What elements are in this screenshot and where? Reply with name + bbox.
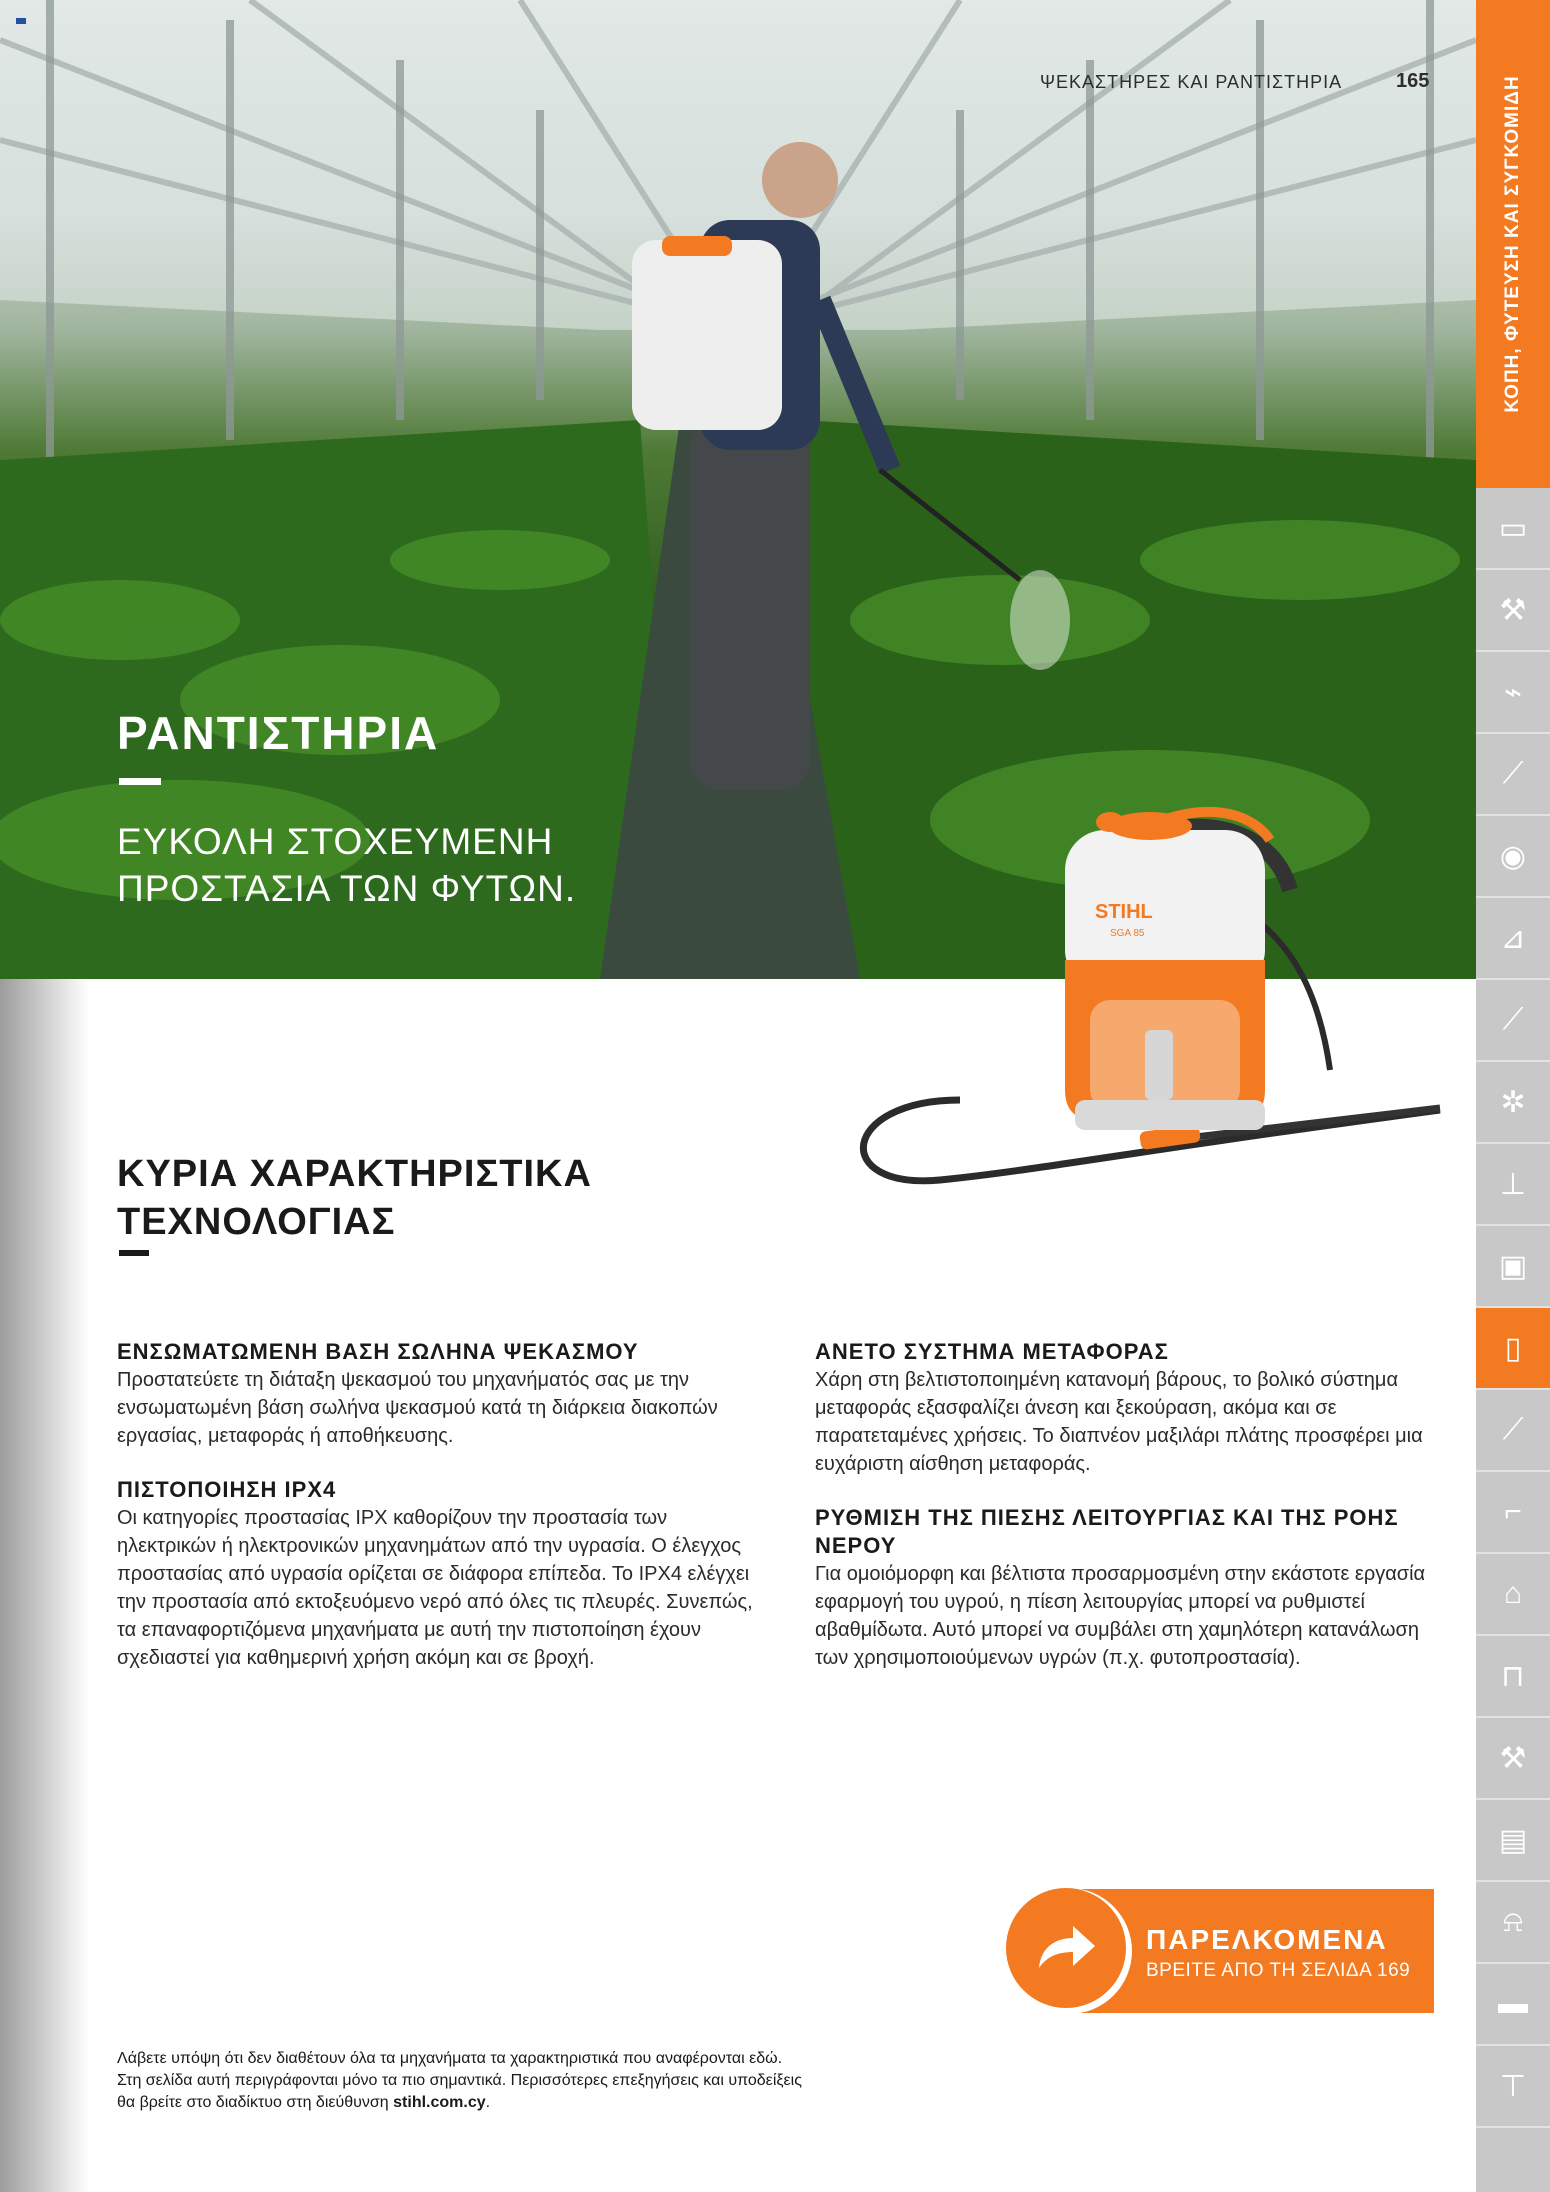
sidebar-tab[interactable] <box>1476 1718 1550 1800</box>
cta-subtitle[interactable]: ΒΡΕΙΤΕ ΑΠΟ ΤΗ ΣΕΛΙΔΑ 169 <box>1146 1960 1411 1981</box>
sidebar-tab[interactable] <box>1476 1800 1550 1882</box>
sprayer-icon: ▯ <box>1504 1331 1522 1365</box>
feature-text: Για ομοιόμορφη και βέλτιστα προσαρμοσμένη στην εκάστοτε εργασία εφαρμογή του υγρού, η πίεση λειτουργίας μπορεί να ρυθμιστεί αβαθμίδωτα. Αυτό μπορεί να συμβάλει στη χαμηλότερη κατανάλωση των χρησιμοποιούμενων υγρών (π.χ. φυτοπροστασία). <box>815 1563 1426 1669</box>
features-title-line2: ΤΕΧΝΟΛΟΓΙΑΣ <box>117 1201 396 1243</box>
hedge-trimmer-icon: ⌁ <box>1503 675 1523 709</box>
sidebar-tab[interactable] <box>1476 1062 1550 1144</box>
feature-heading: ΕΝΣΩΜΑΤΩΜΕΝΗ ΒΑΣΗ ΣΩΛΗΝΑ ΨΕΚΑΣΜΟΥ <box>117 1339 639 1364</box>
sidebar-tab[interactable] <box>1476 1964 1550 2046</box>
sidebar-tab[interactable] <box>1476 1636 1550 1718</box>
hero-title: ΡΑΝΤΙΣΤΗΡΙΑ <box>117 707 440 759</box>
footnote-line1: Λάβετε υπόψη ότι δεν διαθέτουν όλα τα μηχανήματα τα χαρακτηριστικά που αναφέρονται εδώ. <box>117 2050 783 2067</box>
footnote-line3-prefix: θα βρείτε στο διαδίκτυο στη διεύθυνση <box>117 2094 394 2111</box>
product-brand-label: STIHL <box>1095 901 1153 923</box>
page-gutter-shadow <box>0 979 90 2192</box>
category-tabs <box>1476 488 1550 2128</box>
spray-bottle-icon: ⍾ <box>1503 1905 1523 1938</box>
language-flag-icon <box>16 18 26 24</box>
product-model-label: SGA 85 <box>1110 928 1145 939</box>
footnote-line3-suffix: . <box>485 2094 491 2111</box>
category-header <box>1476 0 1550 488</box>
sidebar-tab[interactable] <box>1476 2046 1550 2128</box>
features-title <box>117 1150 592 1246</box>
features-title-line1: ΚΥΡΙΑ ΧΑΡΑΚΤΗΡΙΣΤΙΚΑ <box>117 1153 592 1195</box>
storage-box-icon: ▤ <box>1498 1823 1528 1857</box>
feature-block <box>815 1338 1455 1478</box>
auger-icon: ⊥ <box>1499 1167 1527 1201</box>
shredder-icon: ▣ <box>1498 1249 1528 1283</box>
feature-text: Χάρη στη βελτιστοποιημένη κατανομή βάρους, το βολικό σύστημα μεταφοράς εξασφαλίζει άνεση και ξεκούραση, ακόμα και σε παρατεταμένες χρήσεις. Το διαπνέον μαξιλάρι πλάτης προσφέρει μια ευχάριστη αίσθηση μεταφοράς. <box>815 1369 1423 1475</box>
sidebar-tab[interactable] <box>1476 1554 1550 1636</box>
sidebar-tab[interactable] <box>1476 570 1550 652</box>
sidebar-tab[interactable] <box>1476 1390 1550 1472</box>
sidebar-tab[interactable] <box>1476 1226 1550 1308</box>
lawn-mower-icon: ⊿ <box>1500 921 1526 955</box>
toolcase-icon: ▬ <box>1498 1987 1528 2020</box>
sidebar-tab[interactable] <box>1476 1308 1550 1390</box>
axe-icon: ⚒ <box>1499 1741 1527 1775</box>
footnote <box>117 2048 802 2114</box>
cta-title[interactable]: ΠΑΡΕΛΚΟΜΕΝΑ <box>1146 1924 1388 1955</box>
accessories-cta[interactable] <box>1006 1888 1434 2014</box>
website-link[interactable]: stihl.com.cy <box>393 2094 486 2111</box>
hero-divider <box>119 778 161 785</box>
feature-text: Οι κατηγορίες προστασίας IPX καθορίζουν την προστασία των ηλεκτρικών ή ηλεκτρονικών μηχανημάτων από την υγρασία. Ο έλεγχος προστασίας από υγρασία ορίζεται σε διάφορα επίπεδα. Το IPX4 ελέγχει την προστασία από εκτοξευόμενο νερό από όλες τις πλευρές. Συνεπώς, τα επαναφορτιζόμενα μηχανήματα με αυτή την πιστοποίηση έχουν σχεδιαστεί για καθημερινή χρήση ακόμη και σε βροχή. <box>117 1507 753 1669</box>
arrow-right-icon[interactable] <box>1006 1888 1126 2008</box>
sidebar-tab[interactable] <box>1476 488 1550 570</box>
battery-icon: ▭ <box>1498 511 1528 545</box>
sprayer-product-image <box>820 770 1460 1190</box>
sidebar-tab[interactable] <box>1476 980 1550 1062</box>
sidebar-tab[interactable] <box>1476 652 1550 734</box>
footnote-line2: Στη σελίδα αυτή περιγράφονται μόνο τα πιο σημαντικά. Περισσότερες επεξηγήσεις και υποδείξεις <box>117 2072 802 2089</box>
pole-pruner-icon: ⟋ <box>1502 1413 1524 1446</box>
pruner-icon: ⟋ <box>1502 757 1524 790</box>
features-divider <box>119 1250 149 1256</box>
feature-block <box>117 1476 757 1672</box>
tiller-icon: ✲ <box>1500 1085 1526 1119</box>
hero-subtitle-line1: ΕΥΚΟΛΗ ΣΤΟΧΕΥΜΕΝΗ <box>117 821 554 862</box>
sidebar-tab[interactable] <box>1476 734 1550 816</box>
header-section-title: ΨΕΚΑΣΤΗΡΕΣ ΚΑΙ ΡΑΝΤΙΣΤΗΡΙΑ <box>1040 72 1343 92</box>
sidebar-tab[interactable] <box>1476 1882 1550 1964</box>
sidebar-tab[interactable] <box>1476 816 1550 898</box>
tshirt-icon: ⊤ <box>1499 2069 1527 2103</box>
sidebar-tab[interactable] <box>1476 898 1550 980</box>
category-label: ΚΟΠΗ, ΦΥΤΕΥΣΗ ΚΑΙ ΣΥΓΚΟΜΙΔΗ <box>1502 75 1523 413</box>
feature-heading: ΡΥΘΜΙΣΗ ΤΗΣ ΠΙΕΣΗΣ ΛΕΙΤΟΥΡΓΙΑΣ ΚΑΙ ΤΗΣ ΡΟΗΣ ΝΕΡΟΥ <box>815 1505 1399 1558</box>
sidebar-tab[interactable] <box>1476 1472 1550 1554</box>
leaf-blower-icon: ⌐ <box>1504 1495 1522 1528</box>
blower-icon: ◉ <box>1499 839 1527 873</box>
page-number: 165 <box>1396 70 1430 92</box>
feature-heading: ΠΙΣΤΟΠΟΙΗΣΗ IPX4 <box>117 1477 337 1502</box>
features-right-column <box>815 1338 1455 1698</box>
sweeper-icon: ⌂ <box>1503 1577 1523 1610</box>
chainsaw-icon: ⚒ <box>1499 593 1527 627</box>
feature-block <box>117 1338 757 1450</box>
feature-heading: ΑΝΕΤΟ ΣΥΣΤΗΜΑ ΜΕΤΑΦΟΡΑΣ <box>815 1339 1169 1364</box>
feature-block <box>815 1504 1455 1672</box>
category-sidebar <box>1476 0 1550 2192</box>
hero-subtitle-line2: ΠΡΟΣΤΑΣΙΑ ΤΩΝ ΦΥΤΩΝ. <box>117 868 577 909</box>
features-left-column <box>117 1338 757 1698</box>
sidebar-tab[interactable] <box>1476 1144 1550 1226</box>
brushcutter-icon: ⟋ <box>1502 1003 1524 1036</box>
footnote-line3 <box>117 2092 802 2114</box>
feature-text: Προστατεύετε τη διάταξη ψεκασμού του μηχανήματός σας με την ενσωματωμένη βάση σωλήνα ψεκασμού κατά τη διάρκεια διακοπών εργασίας, μεταφοράς ή αποθήκευσης. <box>117 1369 718 1447</box>
jacket-icon: ⊓ <box>1501 1659 1525 1693</box>
hero-subtitle <box>117 818 576 912</box>
